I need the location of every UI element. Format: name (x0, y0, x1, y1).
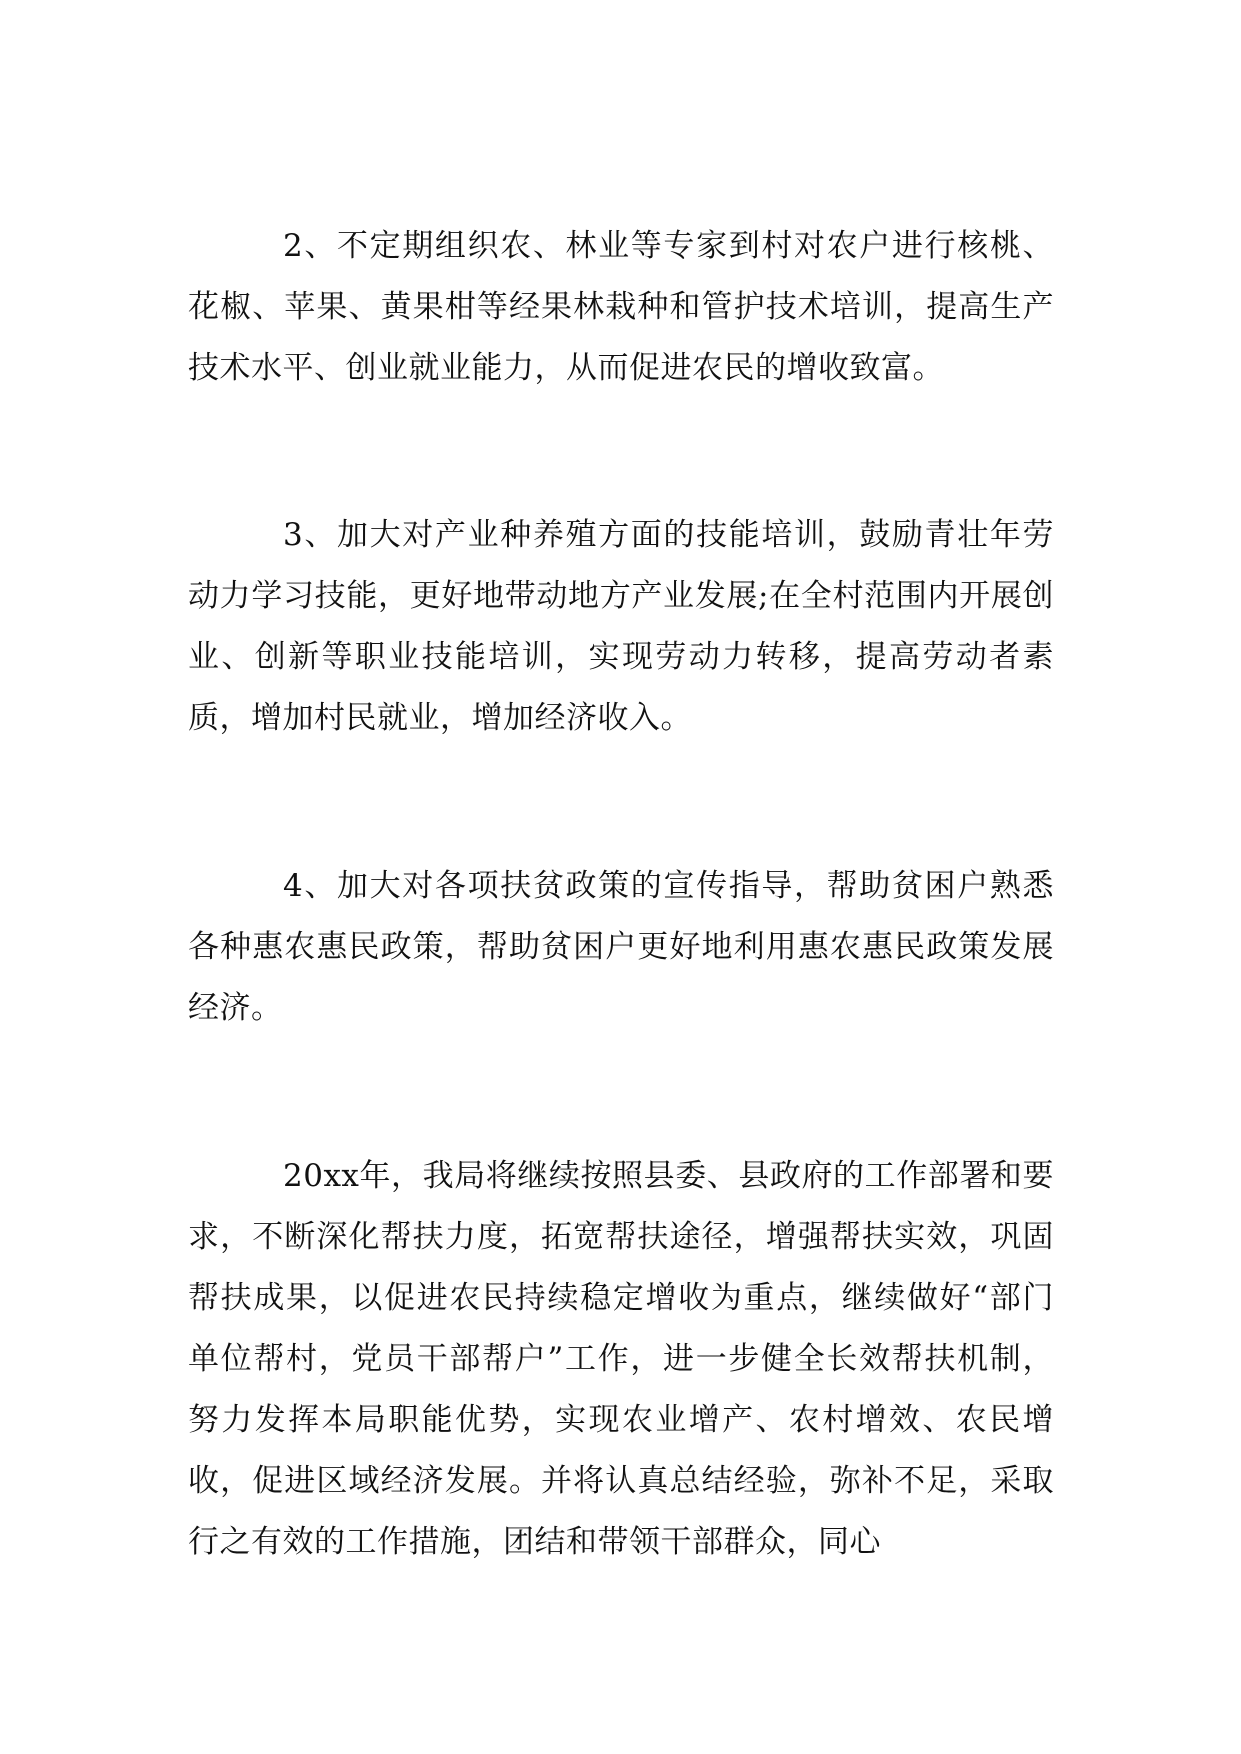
paragraph-item-4: 4、加大对各项扶贫政策的宣传指导，帮助贫困户熟悉各种惠农惠民政策，帮助贫困户更好地利用惠农惠民政策发展经济。 (188, 868, 1054, 1026)
paragraph-item-2: 2、不定期组织农、林业等专家到村对农户进行核桃、花椒、苹果、黄果柑等经果林栽种和管护技术培训，提高生产技术水平、创业就业能力，从而促进农民的增收致富。 (188, 228, 1054, 386)
paragraph-next-year-plan: 20xx年，我局将继续按照县委、县政府的工作部署和要求，不断深化帮扶力度，拓宽帮扶途径，增强帮扶实效，巩固帮扶成果，以促进农民持续稳定增收为重点，继续做好“部门单位帮村，党员干部帮户”工作，进一步健全长效帮扶机制，努力发挥本局职能优势，实现农业增产、农村增效、农民增收，促进区域经济发展。并将认真总结经验，弥补不足，采取行之有效的工作措施，团结和带领干部群众，同心 (188, 1158, 1054, 1560)
paragraph-item-3: 3、加大对产业种养殖方面的技能培训，鼓励青壮年劳动力学习技能，更好地带动地方产业发展;在全村范围内开展创业、创新等职业技能培训，实现劳动力转移，提高劳动者素质，增加村民就业，增加经济收入。 (188, 517, 1054, 736)
